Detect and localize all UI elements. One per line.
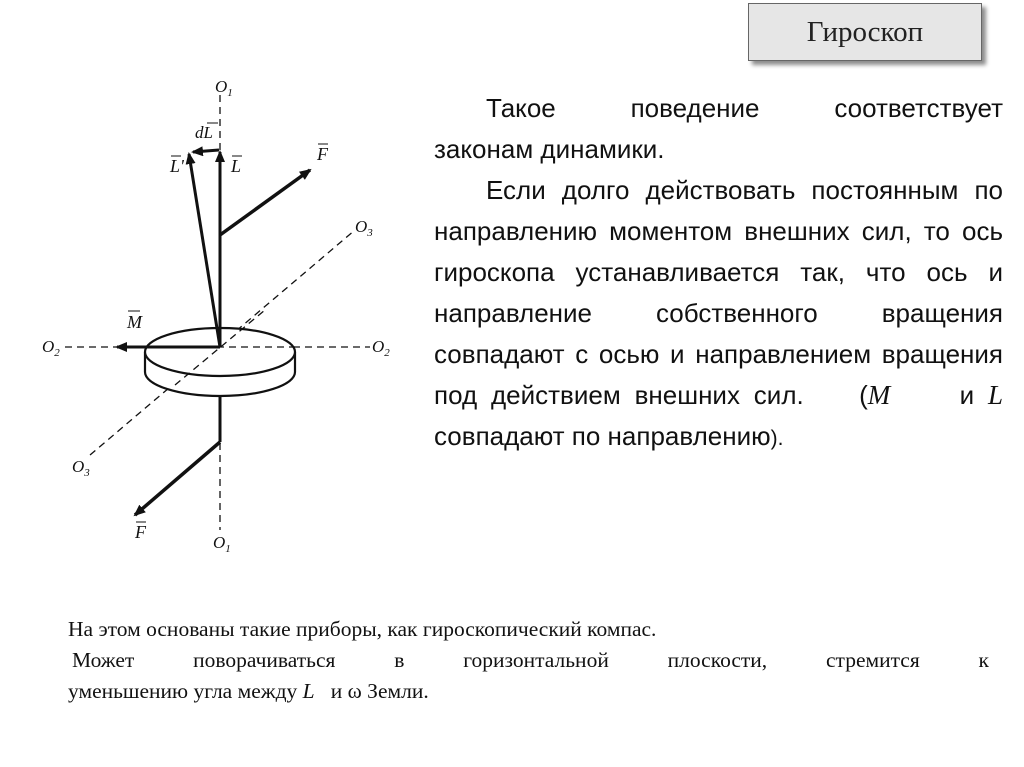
bottom-symbol-L: L [302,679,315,703]
label-o1-bottom: $O_1$ [213,533,231,555]
paragraph-2-body: Если долго действовать постоянным по направлению моментом внешних сил, то ось гироскопа устанавливается так, что ось и направление собственного вращения совпадают с осью и направлением вращения под действием внешних сил. [434,175,1003,410]
label-F-bottom: F [135,522,146,542]
label-F-top: F [317,144,328,164]
label-M: M [127,312,142,332]
label-o3-bottom: $O_3$ [72,457,90,479]
slide-title-text: Гироскоп [806,15,924,48]
paren-open: ( [859,380,868,410]
paragraph-2 [434,170,1003,459]
label-o2-left: $O_2$ [42,337,60,359]
paren-close: ). [770,427,784,450]
label-dL: dL [195,123,213,142]
main-text [434,88,1003,459]
vector-F-bottom [135,442,220,515]
bottom-text [68,614,989,707]
vector-L-prime [189,154,220,347]
paragraph-1-line-2: законам динамики. [434,134,665,164]
bottom-line-1: На этом основаны такие приборы, как гироскопический компас. [68,617,657,641]
label-o1-top: $O_1$ [215,77,233,99]
paragraph-1-line-1: Такое поведение соответствует [486,93,1003,123]
label-L: L [231,156,242,176]
slide-title [748,3,982,61]
bottom-line-3-end: и ω Земли. [330,679,429,703]
bottom-line-2: Может поворачиваться в горизонтальной плоскости, стремится к [72,648,989,672]
symbol-L: L [987,380,1003,410]
vector-F-top [220,170,310,235]
label-o3-top: $O_3$ [355,217,373,239]
paragraph-2-end: совпадают по направлению [434,421,771,451]
symbol-M: M [867,380,891,410]
bottom-line-3 [68,676,989,707]
word-and: и [959,380,975,410]
gyroscope-diagram [25,60,405,560]
vector-dL [193,150,219,152]
label-L-prime: L' [170,156,184,176]
bottom-line-3-start: уменьшению угла между [68,679,298,703]
label-o2-right: $O_2$ [372,337,390,359]
